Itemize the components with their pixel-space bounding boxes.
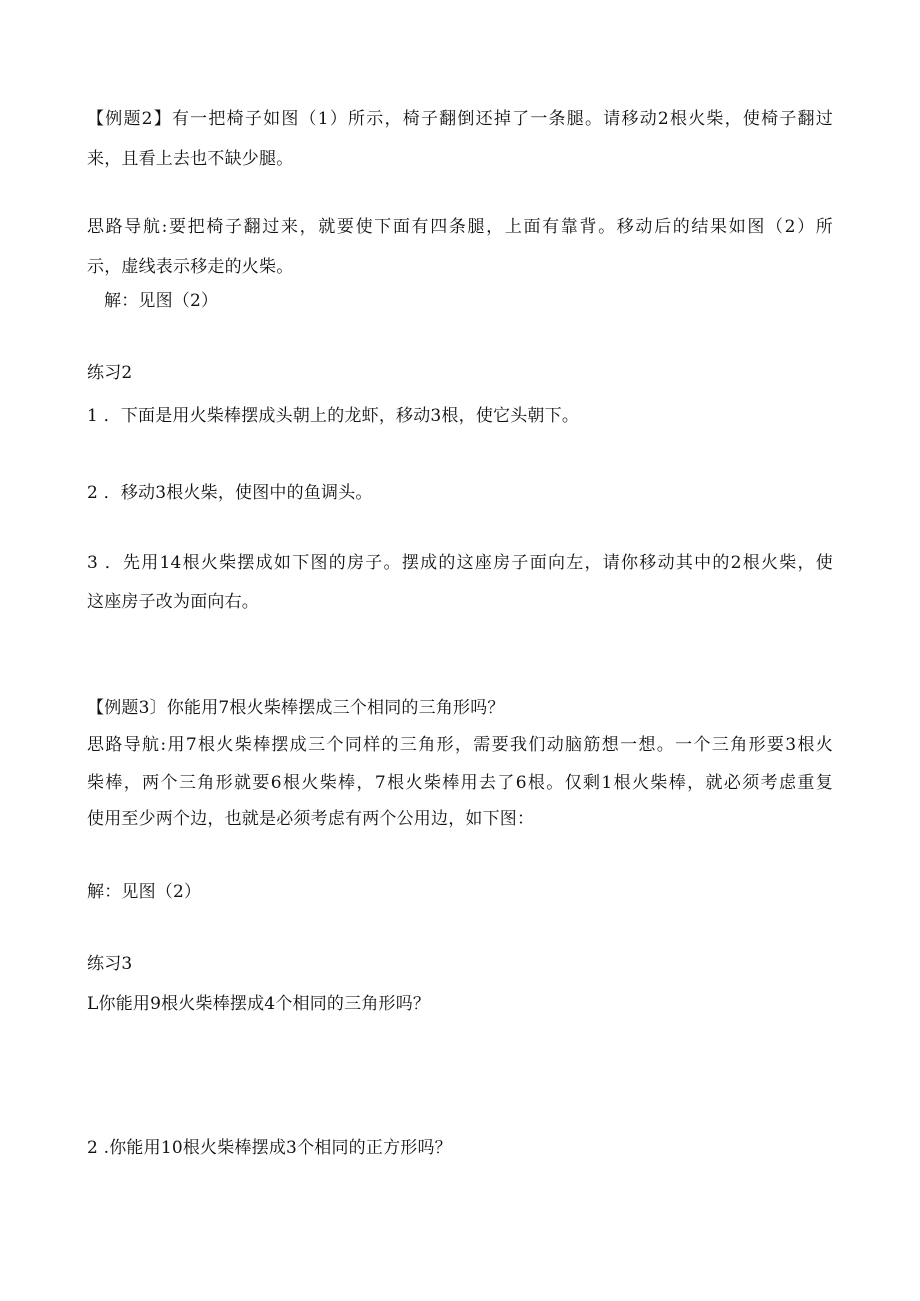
practice2-question-3-line-2: 这座房子改为面向右。 — [87, 592, 259, 612]
example3-hint-line-3: 使用至少两个边，也就是必须考虑有两个公用边，如下图： — [87, 809, 535, 829]
example2-line-1: 【例题2】有一把椅子如图（1）所示，椅子翻倒还掉了一条腿。请移动2根火柴，使椅子翻过 — [87, 109, 833, 129]
practice3-title: 练习3 — [87, 954, 133, 974]
practice3-question-2: 2 .你能用10根火柴棒摆成3个相同的正方形吗？ — [87, 1138, 452, 1158]
practice2-question-2: 2 ．移动3根火柴，使图中的鱼调头。 — [87, 483, 373, 503]
example3-hint-line-1: 思路导航:用7根火柴棒摆成三个同样的三角形，需要我们动脑筋想一想。一个三角形要3根火 — [87, 735, 833, 755]
practice3-question-1: L你能用9根火柴棒摆成4个相同的三角形吗？ — [87, 994, 431, 1014]
example2-line-2: 来，且看上去也不缺少腿。 — [87, 149, 294, 169]
practice2-title: 练习2 — [87, 363, 133, 383]
practice2-question-3-line-1: 3 ．先用14根火柴摆成如下图的房子。摆成的这座房子面向左，请你移动其中的2根火柴，使 — [87, 553, 833, 573]
practice2-question-1: 1 ．下面是用火柴棒摆成头朝上的龙虾，移动3根，使它头朝下。 — [87, 406, 580, 426]
example3-hint-line-2: 柴棒，两个三角形就要6根火柴棒，7根火柴棒用去了6根。仅剩1根火柴棒，就必须考虑重复 — [87, 773, 833, 793]
example2-hint-line-2: 示，虚线表示移走的火柴。 — [87, 257, 294, 277]
example2-hint-line-1: 思路导航:要把椅子翻过来，就要使下面有四条腿，上面有靠背。移动后的结果如图（2）所 — [87, 217, 833, 237]
example3-line-1: 【例题3〕你能用7根火柴棒摆成三个相同的三角形吗？ — [87, 698, 505, 718]
example3-solution: 解：见图（2） — [87, 882, 202, 902]
example2-solution: 解：见图（2） — [104, 291, 219, 311]
